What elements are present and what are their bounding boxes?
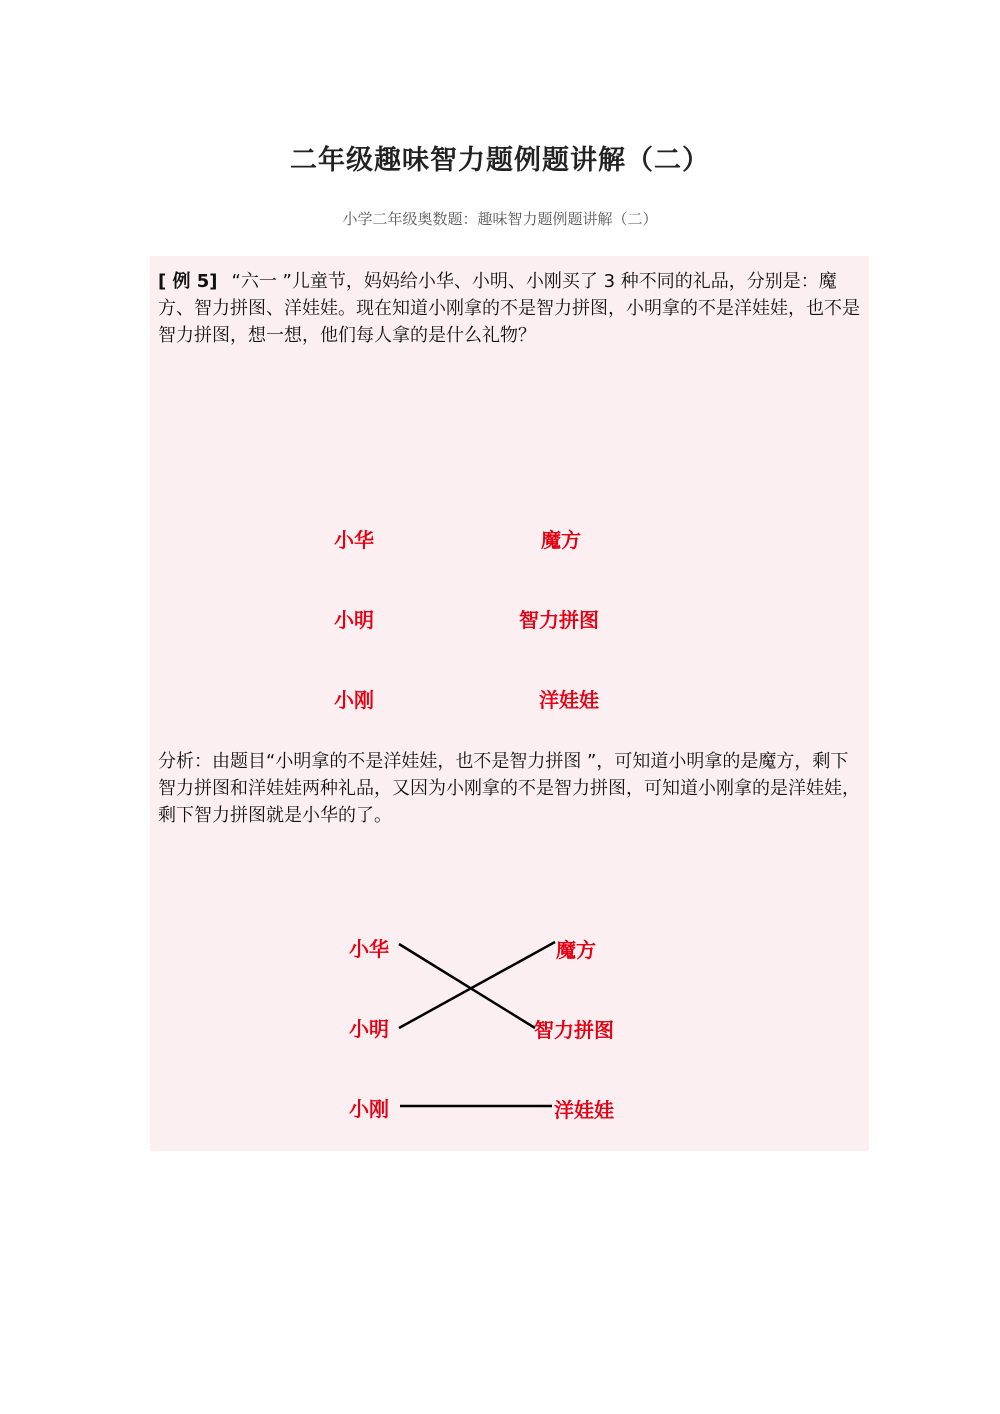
person-label: 小华	[349, 937, 389, 961]
page-subtitle: 小学二年级奥数题：趣味智力题例题讲解（二）	[342, 210, 658, 228]
person-label: 小明	[334, 608, 374, 632]
gift-label: 洋娃娃	[554, 1098, 614, 1122]
gift-label: 魔方	[541, 528, 581, 552]
gift-label: 智力拼图	[534, 1018, 614, 1042]
person-label: 小刚	[334, 688, 374, 712]
question-text: “六一 ”儿童节，妈妈给小华、小明、小刚买了 3 种不同的礼品，分别是：魔方、智力拼图、洋娃娃。现在知道小刚拿的不是智力拼图，小明拿的不是洋娃娃，也不是智力拼图，想一想，他们每人拿的是什么礼物？	[158, 271, 860, 346]
person-label: 小华	[334, 528, 374, 552]
example-tag: [ 例 5]	[158, 271, 218, 292]
analysis-paragraph: 分析：由题目“小明拿的不是洋娃娃，也不是智力拼图 ”，可知道小明拿的是魔方，剩下智力拼图和洋娃娃两种礼品，又因为小刚拿的不是智力拼图，可知道小刚拿的是洋娃娃，剩下智力拼图就是小华的了。	[158, 751, 860, 826]
gift-label: 智力拼图	[519, 608, 599, 632]
content-box	[150, 256, 869, 1151]
gift-label: 洋娃娃	[539, 688, 599, 712]
person-label: 小明	[349, 1017, 389, 1041]
person-label: 小刚	[349, 1097, 389, 1121]
gift-label: 魔方	[556, 938, 596, 962]
line-xiaoming-cube	[399, 942, 555, 1028]
match-lines	[150, 256, 869, 1151]
page-title: 二年级趣味智力题例题讲解（二）	[290, 145, 710, 176]
